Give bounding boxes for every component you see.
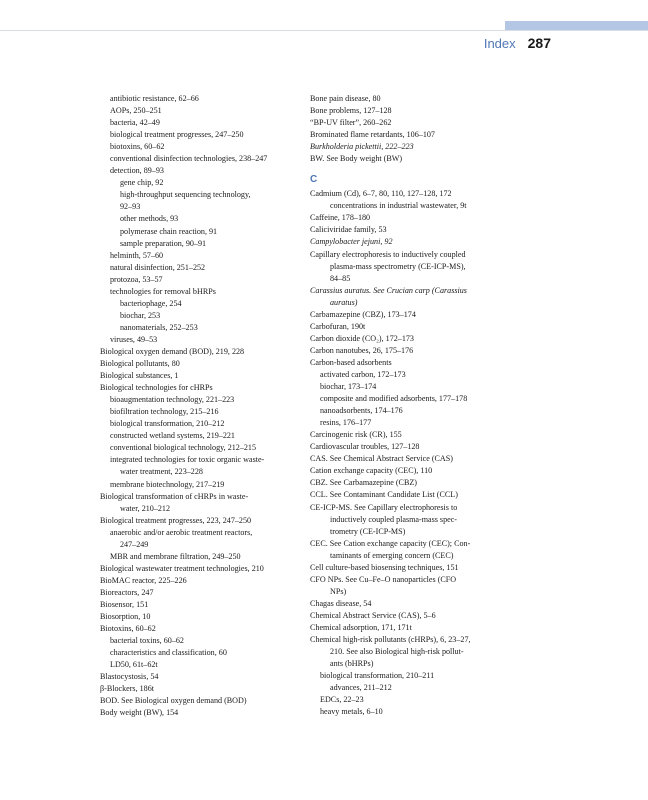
- index-entry: Carassius auratus. See Crucian carp (Carassius: [310, 285, 467, 295]
- index-subentry: high-throughput sequencing technology,: [120, 190, 251, 200]
- index-entry: Capillary electrophoresis to inductively coupled: [310, 249, 466, 259]
- index-subentry: 92–93: [120, 202, 141, 212]
- index-subentry: biological transformation, 210–212: [110, 419, 225, 429]
- index-subentry: constructed wetland systems, 219–221: [110, 431, 235, 441]
- index-entry: Brominated flame retardants, 106–107: [310, 130, 435, 140]
- running-head: [484, 35, 551, 51]
- index-entry: Biological pollutants, 80: [100, 359, 180, 369]
- index-subentry: biofiltration technology, 215–216: [110, 407, 219, 417]
- index-subentry: NPs): [330, 586, 347, 596]
- index-entry: Carbofuran, 190t: [310, 321, 366, 331]
- index-entry: β-Blockers, 186t: [100, 684, 155, 694]
- index-subentry: nanoadsorbents, 174–176: [320, 406, 403, 416]
- index-subentry: helminth, 57–60: [110, 250, 164, 260]
- index-subentry: auratus): [330, 297, 358, 307]
- index-subentry: AOPs, 250–251: [110, 106, 162, 116]
- index-entry: Bone pain disease, 80: [310, 94, 381, 103]
- index-entry: Cation exchange capacity (CEC), 110: [310, 466, 433, 476]
- index-entry: Biosensor, 151: [100, 599, 149, 609]
- index-entry: Cadmium (Cd), 6–7, 80, 110, 127–128, 172: [310, 189, 452, 199]
- index-subentry: bacteriophage, 254: [120, 298, 182, 308]
- index-subentry: anaerobic and/or aerobic treatment reactors,: [110, 527, 253, 537]
- index-subentry: polymerase chain reaction, 91: [120, 226, 218, 236]
- index-subentry: biotoxins, 60–62: [110, 142, 165, 152]
- index-entry: Chemical high-risk pollutants (cHRPs), 6, 23–27,: [310, 635, 471, 645]
- index-entry: Biological technologies for cHRPs: [100, 383, 213, 393]
- index-subentry: concentrations in industrial wastewater, 9t: [330, 201, 467, 211]
- index-subentry: antibiotic resistance, 62–66: [110, 94, 199, 103]
- index-subentry: MBR and membrane filtration, 249–250: [110, 551, 241, 561]
- index-subentry: protozoa, 53–57: [110, 274, 163, 284]
- index-subentry: biological treatment progresses, 247–250: [110, 130, 244, 140]
- index-entry: Bioreactors, 247: [100, 587, 154, 597]
- index-entry: Chemical Abstract Service (CAS), 5–6: [310, 610, 436, 620]
- index-subentry: water, 210–212: [120, 503, 171, 513]
- header-accent-bar: [505, 21, 648, 30]
- index-subentry: other methods, 93: [120, 214, 179, 224]
- index-entry: CCL. See Contaminant Candidate List (CCL): [310, 490, 458, 500]
- index-entry: Biological oxygen demand (BOD), 219, 228: [100, 346, 245, 356]
- index-entry: BOD. See Biological oxygen demand (BOD): [100, 696, 247, 706]
- index-entry: Bone problems, 127–128: [310, 106, 392, 116]
- section-letter-c: C: [310, 174, 318, 186]
- index-subentry: bacterial toxins, 60–62: [110, 636, 184, 646]
- index-subentry: gene chip, 92: [120, 178, 164, 188]
- index-entry: Burkholderia pickettii, 222–223: [310, 142, 414, 152]
- index-group-c: [310, 188, 510, 718]
- index-subentry: inductively coupled plasma-mass spec-: [330, 514, 457, 524]
- index-column-left: [100, 93, 300, 719]
- index-subentry: technologies for removal bHRPs: [110, 286, 216, 296]
- index-subentry: taminants of emerging concern (CEC): [330, 550, 454, 560]
- index-subentry: resins, 176–177: [320, 418, 372, 428]
- index-entry: CEC. See Cation exchange capacity (CEC); Con-: [310, 538, 471, 548]
- index-subentry: membrane biotechnology, 217–219: [110, 479, 225, 489]
- index-entry: Blastocystosis, 54: [100, 672, 159, 682]
- index-entry: Chemical adsorption, 171, 171t: [310, 622, 412, 632]
- page-number: 287: [527, 35, 551, 51]
- section-title: Index: [483, 36, 516, 51]
- index-subentry: natural disinfection, 251–252: [110, 262, 206, 272]
- index-entry: Carbon-based adsorbents: [310, 357, 392, 367]
- index-entry: Cell culture-based biosensing techniques, 151: [310, 562, 459, 572]
- index-subentry: bacteria, 42–49: [110, 118, 160, 128]
- index-subentry: composite and modified adsorbents, 177–178: [320, 394, 468, 404]
- index-entry: Carbamazepine (CBZ), 173–174: [310, 309, 416, 319]
- index-entry: Carbon dioxide (CO₂), 172–173: [310, 333, 414, 343]
- index-subentry: 210. See also Biological high-risk pollut-: [330, 647, 464, 657]
- index-entry: Caliciviridae family, 53: [310, 225, 387, 235]
- index-subentry: 247–249: [120, 539, 149, 549]
- index-subentry: conventional biological technology, 212–215: [110, 443, 257, 453]
- index-subentry: activated carbon, 172–173: [320, 369, 406, 379]
- index-entry: Carcinogenic risk (CR), 155: [310, 430, 402, 440]
- index-entry: Carbon nanotubes, 26, 175–176: [310, 345, 414, 355]
- index-entry: Biosorption, 10: [100, 612, 151, 622]
- index-entry: “BP-UV filter”, 260–262: [310, 118, 392, 128]
- index-subentry: biochar, 173–174: [320, 382, 377, 392]
- index-subentry: trometry (CE-ICP-MS): [330, 526, 406, 536]
- index-entry: Cardiovascular troubles, 127–128: [310, 442, 420, 452]
- index-entry: Body weight (BW), 154: [100, 708, 179, 718]
- index-entry: CFO NPs. See Cu–Fe–O nanoparticles (CFO: [310, 574, 457, 584]
- index-subentry: advances, 211–212: [330, 683, 392, 693]
- index-subentry: water treatment, 223–228: [120, 467, 203, 477]
- index-group-b-continued: [310, 93, 510, 165]
- index-subentry: heavy metals, 6–10: [320, 707, 383, 717]
- index-entry: Biological wastewater treatment technologies, 210: [100, 563, 264, 573]
- index-entry: CAS. See Chemical Abstract Service (CAS): [310, 454, 453, 464]
- index-entry: Biotoxins, 60–62: [100, 624, 156, 634]
- index-entry: CBZ. See Carbamazepine (CBZ): [310, 478, 417, 488]
- index-subentry: 84–85: [330, 273, 351, 283]
- index-subentry: integrated technologies for toxic organic waste-: [110, 455, 265, 465]
- index-entry: Biological substances, 1: [100, 371, 179, 381]
- index-entry: BioMAC reactor, 225–226: [100, 575, 187, 585]
- index-entry: Campylobacter jejuni, 92: [310, 237, 393, 247]
- index-subentry: nanomaterials, 252–253: [120, 322, 198, 332]
- index-subentry: LD50, 61t–62t: [110, 660, 158, 670]
- index-subentry: ants (bHRPs): [330, 659, 374, 669]
- index-entry: Biological transformation of cHRPs in waste-: [100, 491, 249, 501]
- index-entry: Chagas disease, 54: [310, 598, 372, 608]
- index-subentry: viruses, 49–53: [110, 334, 158, 344]
- index-subentry: biochar, 253: [120, 310, 161, 320]
- index-subentry: sample preparation, 90–91: [120, 238, 207, 248]
- index-column-right: [310, 93, 510, 718]
- index-subentry: conventional disinfection technologies, 238–247: [110, 154, 268, 164]
- index-entry: Biological treatment progresses, 223, 247–250: [100, 515, 252, 525]
- index-subentry: detection, 89–93: [110, 166, 164, 176]
- header-rule: [0, 30, 648, 31]
- index-subentry: EDCs, 22–23: [320, 695, 364, 705]
- index-subentry: plasma-mass spectrometry (CE-ICP-MS),: [330, 261, 466, 271]
- index-entry: Caffeine, 178–180: [310, 213, 371, 223]
- index-subentry: bioaugmentation technology, 221–223: [110, 395, 235, 405]
- index-subentry: characteristics and classification, 60: [110, 648, 227, 658]
- index-entry: BW. See Body weight (BW): [310, 154, 403, 164]
- index-entry: CE-ICP-MS. See Capillary electrophoresis to: [310, 502, 458, 512]
- index-subentry: biological transformation, 210–211: [320, 671, 435, 681]
